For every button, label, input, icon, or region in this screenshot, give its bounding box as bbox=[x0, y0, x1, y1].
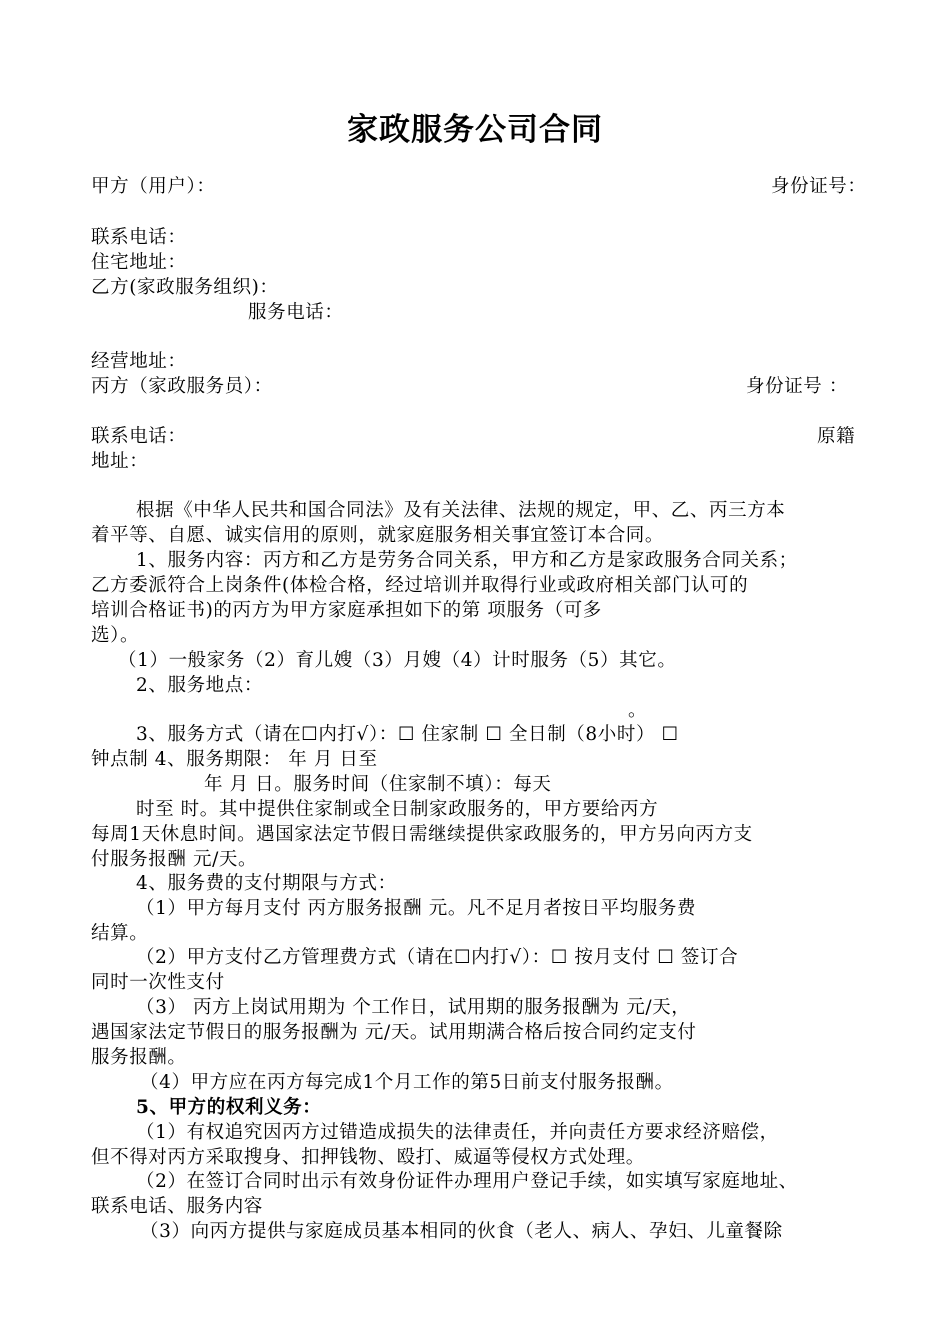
clause-3-line-1: 3、服务方式（请在☐内打√）：☐ 住家制 ☐ 全日制（8小时） ☐ bbox=[136, 724, 679, 745]
clause-4-3-line-1: （3） 丙方上岗试用期为 个工作日，试用期的服务报酬为 元/天， bbox=[136, 997, 691, 1018]
clause-5-1-line-2: 但不得对丙方采取搜身、扣押钱物、殴打、威逼等侵权方式处理。 bbox=[91, 1147, 645, 1168]
party-b-service-phone: 服务电话： bbox=[248, 302, 344, 323]
party-a-address: 住宅地址： bbox=[91, 252, 187, 273]
party-c-phone: 联系电话： bbox=[91, 426, 187, 447]
clause-3-line-2: 钟点制 4、服务期限： 年 月 日至 bbox=[91, 749, 378, 770]
clause-3-line-4: 时至 时。其中提供住家制或全日制家政服务的，甲方要给丙方 bbox=[136, 799, 659, 820]
clause-3-line-3: 年 月 日。服务时间（住家制不填）：每天 bbox=[204, 774, 552, 795]
party-c-address: 地址： bbox=[91, 451, 149, 472]
clause-5-3-line-1: （3）向丙方提供与家庭成员基本相同的伙食（老人、病人、孕妇、儿童餐除 bbox=[140, 1221, 783, 1242]
party-b-business-address: 经营地址： bbox=[91, 351, 187, 372]
clause-5-2-line-2: 联系电话、服务内容 bbox=[91, 1196, 263, 1217]
party-c-line: 丙方（家政服务员）： bbox=[91, 376, 273, 397]
preamble-line-1: 根据《中华人民共和国合同法》及有关法律、法规的规定，甲、乙、丙三方本 bbox=[136, 500, 786, 521]
party-b-line: 乙方(家政服务组织)： bbox=[91, 277, 279, 298]
clause-1-line-4: 选）。 bbox=[91, 625, 140, 646]
clause-2-blank-end: 。 bbox=[628, 700, 648, 721]
clause-5-2-line-1: （2）在签订合同时出示有效身份证件办理用户登记手续，如实填写家庭地址、 bbox=[136, 1171, 798, 1192]
clause-5-1-line-1: （1）有权追究因丙方过错造成损失的法律责任，并向责任方要求经济赔偿， bbox=[136, 1122, 779, 1143]
clause-4-2-line-2: 同时一次性支付 bbox=[91, 972, 225, 993]
clause-4-3-line-3: 服务报酬。 bbox=[91, 1047, 187, 1068]
clause-3-line-5: 每周1天休息时间。遇国家法定节假日需继续提供家政服务的，甲方另向丙方支 bbox=[91, 824, 753, 845]
clause-1-line-2: 乙方委派符合上岗条件(体检合格，经过培训并取得行业或政府相关部门认可的 bbox=[91, 575, 749, 596]
clause-4-title: 4、服务费的支付期限与方式： bbox=[136, 873, 397, 894]
party-c-origin-label: 原籍 bbox=[817, 426, 856, 447]
party-c-id-label: 身份证号 ： bbox=[746, 376, 848, 397]
clause-5-title: 5、甲方的权利义务： bbox=[136, 1097, 322, 1118]
clause-4-1-line-1: （1）甲方每月支付 丙方服务报酬 元。凡不足月者按日平均服务费 bbox=[136, 898, 697, 919]
clause-4-2-line-1: （2）甲方支付乙方管理费方式（请在☐内打√）：☐ 按月支付 ☐ 签订合 bbox=[136, 947, 739, 968]
preamble-line-2: 着平等、自愿、诚实信用的原则，就家庭服务相关事宜签订本合同。 bbox=[91, 525, 665, 546]
clause-4-3-line-2: 遇国家法定节假日的服务报酬为 元/天。试用期满合格后按合同约定支付 bbox=[91, 1022, 697, 1043]
service-options: （1）一般家务（2）育儿嫂（3）月嫂（4）计时服务（5）其它。 bbox=[118, 650, 677, 671]
party-a-line: 甲方（用户）： bbox=[91, 176, 216, 197]
clause-3-line-6: 付服务报酬 元/天。 bbox=[91, 849, 258, 870]
clause-4-1-line-2: 结算。 bbox=[91, 923, 149, 944]
clause-1-line-1: 1、服务内容：丙方和乙方是劳务合同关系，甲方和乙方是家政服务合同关系； bbox=[136, 550, 798, 571]
clause-2-title: 2、服务地点： bbox=[136, 675, 263, 696]
document-title: 家政服务公司合同 bbox=[347, 112, 603, 148]
party-a-phone: 联系电话： bbox=[91, 227, 187, 248]
clause-1-line-3: 培训合格证书)的丙方为甲方家庭承担如下的第 项服务（可多 bbox=[91, 600, 602, 621]
party-a-id-label: 身份证号： bbox=[771, 176, 867, 197]
clause-4-4: （4）甲方应在丙方每完成1个月工作的第5日前支付服务报酬。 bbox=[140, 1072, 674, 1093]
